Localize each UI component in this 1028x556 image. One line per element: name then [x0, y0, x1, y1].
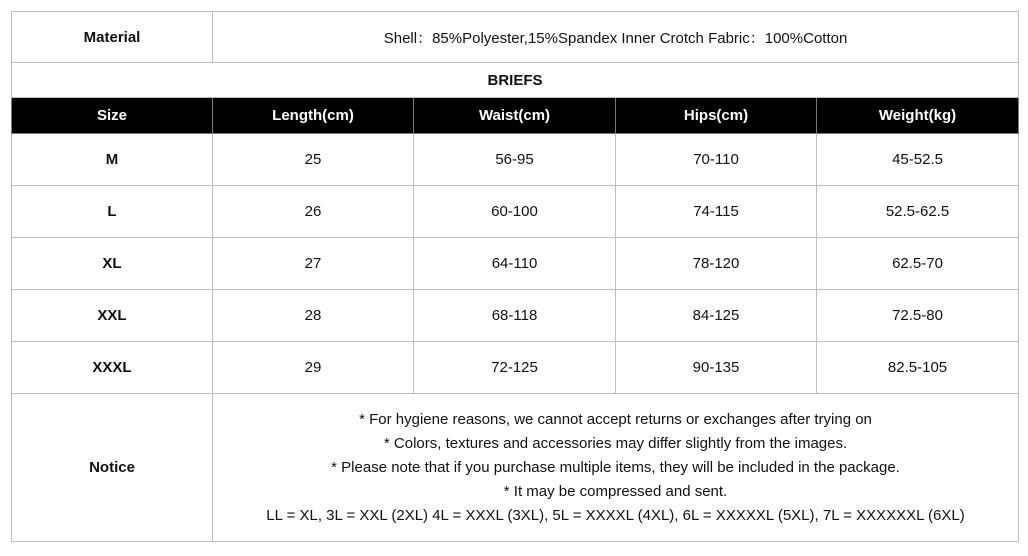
table-row	[12, 238, 1019, 290]
size-cell: XXL	[12, 290, 213, 342]
notice-content	[213, 394, 1019, 542]
size-cell: XXXL	[12, 342, 213, 394]
hips-cell: 78-120	[616, 238, 817, 290]
table-row	[12, 290, 1019, 342]
hips-cell: 70-110	[616, 134, 817, 186]
notice-lines	[213, 410, 1018, 525]
length-cell: 27	[213, 238, 414, 290]
column-header-size: Size	[12, 98, 213, 134]
length-cell: 28	[213, 290, 414, 342]
waist-cell: 56-95	[414, 134, 616, 186]
notice-line-compressed: * It may be compressed and sent.	[503, 483, 728, 500]
size-chart-sheet	[11, 11, 1018, 542]
hips-cell: 84-125	[616, 290, 817, 342]
notice-line-package: * Please note that if you purchase multiple items, they will be included in the package.	[331, 459, 900, 476]
weight-cell: 72.5-80	[817, 290, 1019, 342]
notice-row	[12, 394, 1019, 542]
weight-cell: 62.5-70	[817, 238, 1019, 290]
material-label: Material	[12, 12, 213, 63]
weight-cell: 45-52.5	[817, 134, 1019, 186]
size-chart-table	[11, 11, 1019, 542]
hips-cell: 74-115	[616, 186, 817, 238]
weight-cell: 52.5-62.5	[817, 186, 1019, 238]
table-row	[12, 186, 1019, 238]
material-value: Shell：85%Polyester,15%Spandex Inner Crotch Fabric：100%Cotton	[213, 12, 1019, 63]
waist-cell: 72-125	[414, 342, 616, 394]
column-header-waist: Waist(cm)	[414, 98, 616, 134]
material-row	[12, 12, 1019, 63]
waist-cell: 64-110	[414, 238, 616, 290]
section-title: BRIEFS	[12, 63, 1019, 98]
column-header-row	[12, 98, 1019, 134]
column-header-hips: Hips(cm)	[616, 98, 817, 134]
column-header-length: Length(cm)	[213, 98, 414, 134]
notice-line-size-conversion: LL = XL, 3L = XXL (2XL) 4L = XXXL (3XL), 5L = XXXXL (4XL), 6L = XXXXXL (5XL), 7L = XXXXXXL (6XL)	[266, 507, 965, 524]
notice-line-colors: * Colors, textures and accessories may differ slightly from the images.	[383, 435, 848, 452]
table-row	[12, 134, 1019, 186]
column-header-weight: Weight(kg)	[817, 98, 1019, 134]
notice-label: Notice	[12, 394, 213, 542]
section-title-row	[12, 63, 1019, 98]
size-cell: XL	[12, 238, 213, 290]
hips-cell: 90-135	[616, 342, 817, 394]
notice-line-hygiene: * For hygiene reasons, we cannot accept returns or exchanges after trying on	[359, 411, 872, 428]
table-row	[12, 342, 1019, 394]
length-cell: 25	[213, 134, 414, 186]
waist-cell: 60-100	[414, 186, 616, 238]
length-cell: 29	[213, 342, 414, 394]
waist-cell: 68-118	[414, 290, 616, 342]
length-cell: 26	[213, 186, 414, 238]
size-cell: M	[12, 134, 213, 186]
weight-cell: 82.5-105	[817, 342, 1019, 394]
size-cell: L	[12, 186, 213, 238]
